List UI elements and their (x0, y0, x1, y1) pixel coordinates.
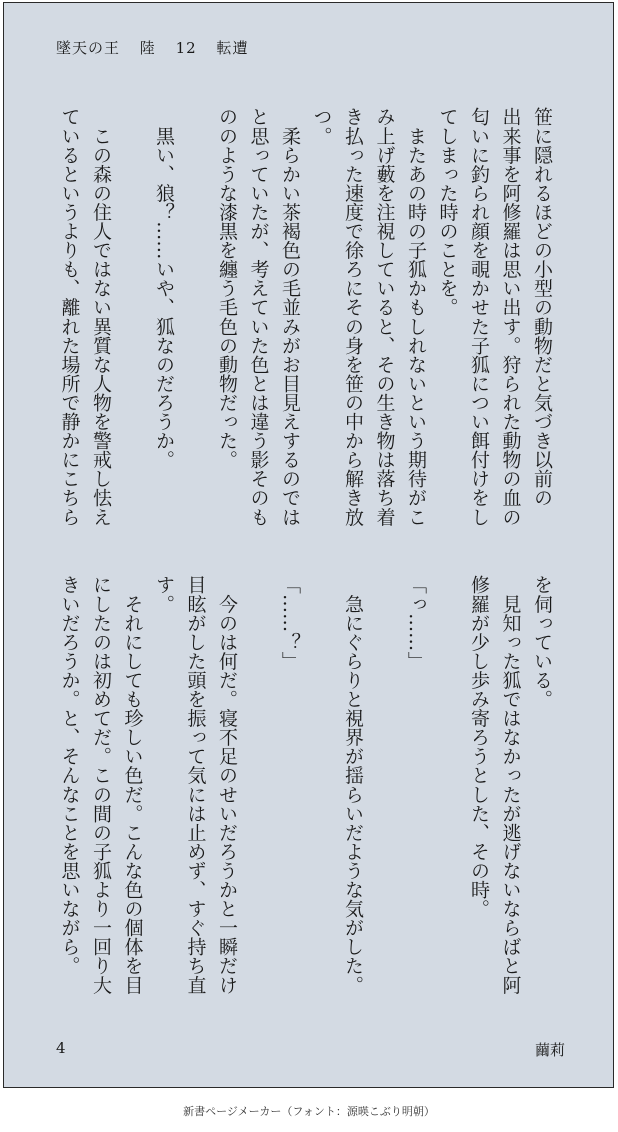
text-line: を伺っている。 (531, 575, 553, 709)
text-line: 出来事を阿修羅は思い出す。狩られた動物の血の (499, 107, 522, 527)
text-line: 今のは何だ。寝不足のせいだろうかと一瞬だけ (216, 575, 238, 995)
text-line (368, 575, 400, 995)
book-title: 墜天の王 (56, 39, 121, 57)
text-line: 目眩がした頭を振って気には止めず、すぐ持ち直 (184, 575, 207, 995)
text-line: ているというよりも、離れた場所で静かにこちら (58, 107, 81, 527)
text-line: 見知った狐ではなかったが逃げないならばと阿 (499, 575, 522, 995)
text-line: 柔らかい茶褐色の毛並みがお目見えするのでは (279, 107, 301, 527)
text-line: またあの時の子狐かもしれないという期待がこ (405, 107, 427, 527)
text-line (305, 575, 337, 995)
text-line: き払った速度で徐ろにその身を笹の中から解き放 (342, 107, 364, 527)
text-line: と思っていたが、考えていた色とは違う影そのも (247, 107, 270, 527)
chapter-title: 転遭 (216, 39, 249, 57)
arc-label: 陸 (139, 39, 156, 57)
text-line: 急にぐらりと視界が揺らいだような気がした。 (342, 575, 364, 995)
generator-credit: 新書ページメーカー（フォント：源暎こぶり明朝） (183, 1105, 435, 1118)
text-line: 匂いに釣られ顔を覗かせた子狐につい餌付けをし (468, 107, 490, 527)
text-line (431, 575, 463, 995)
text-line: つ。 (310, 107, 333, 146)
book-page (3, 2, 614, 1088)
text-line: 黒い、狼？……いや、狐なのだろうか。 (153, 107, 175, 469)
text-line: ののような漆黒を纏う毛色の動物だった。 (216, 107, 238, 469)
text-block-lower (53, 575, 557, 995)
text-block-upper (53, 107, 557, 527)
text-line (179, 107, 211, 527)
text-line: 修羅が少し歩み寄ろうとした、その時。 (468, 575, 490, 918)
text-line: 「っ……」 (405, 575, 427, 671)
page-number: 4 (56, 1039, 66, 1057)
text-line: それにしても珍しい色だ。こんな色の個体を目 (121, 575, 144, 995)
text-line: きいだろうか。と、そんなことを思いながら。 (58, 575, 81, 976)
text-line: この森の住人ではない異質な人物を警戒し怯え (90, 107, 112, 527)
chapter-number: 12 (175, 39, 197, 57)
text-line: にしたのは初めてだ。この間の子狐より一回り大 (90, 575, 112, 995)
text-line (242, 575, 274, 995)
text-line: み上げ藪を注視していると、その生き物は落ち着 (373, 107, 396, 527)
text-line: す。 (153, 575, 175, 614)
text-line: 笹に隠れるほどの小型の動物だと気づき以前の (531, 107, 553, 508)
text-line (116, 107, 148, 527)
text-line: てしまった時のことを。 (436, 107, 459, 317)
text-line: 「……？」 (279, 575, 301, 671)
running-header (56, 37, 262, 58)
author-name: 繭莉 (534, 1041, 565, 1059)
